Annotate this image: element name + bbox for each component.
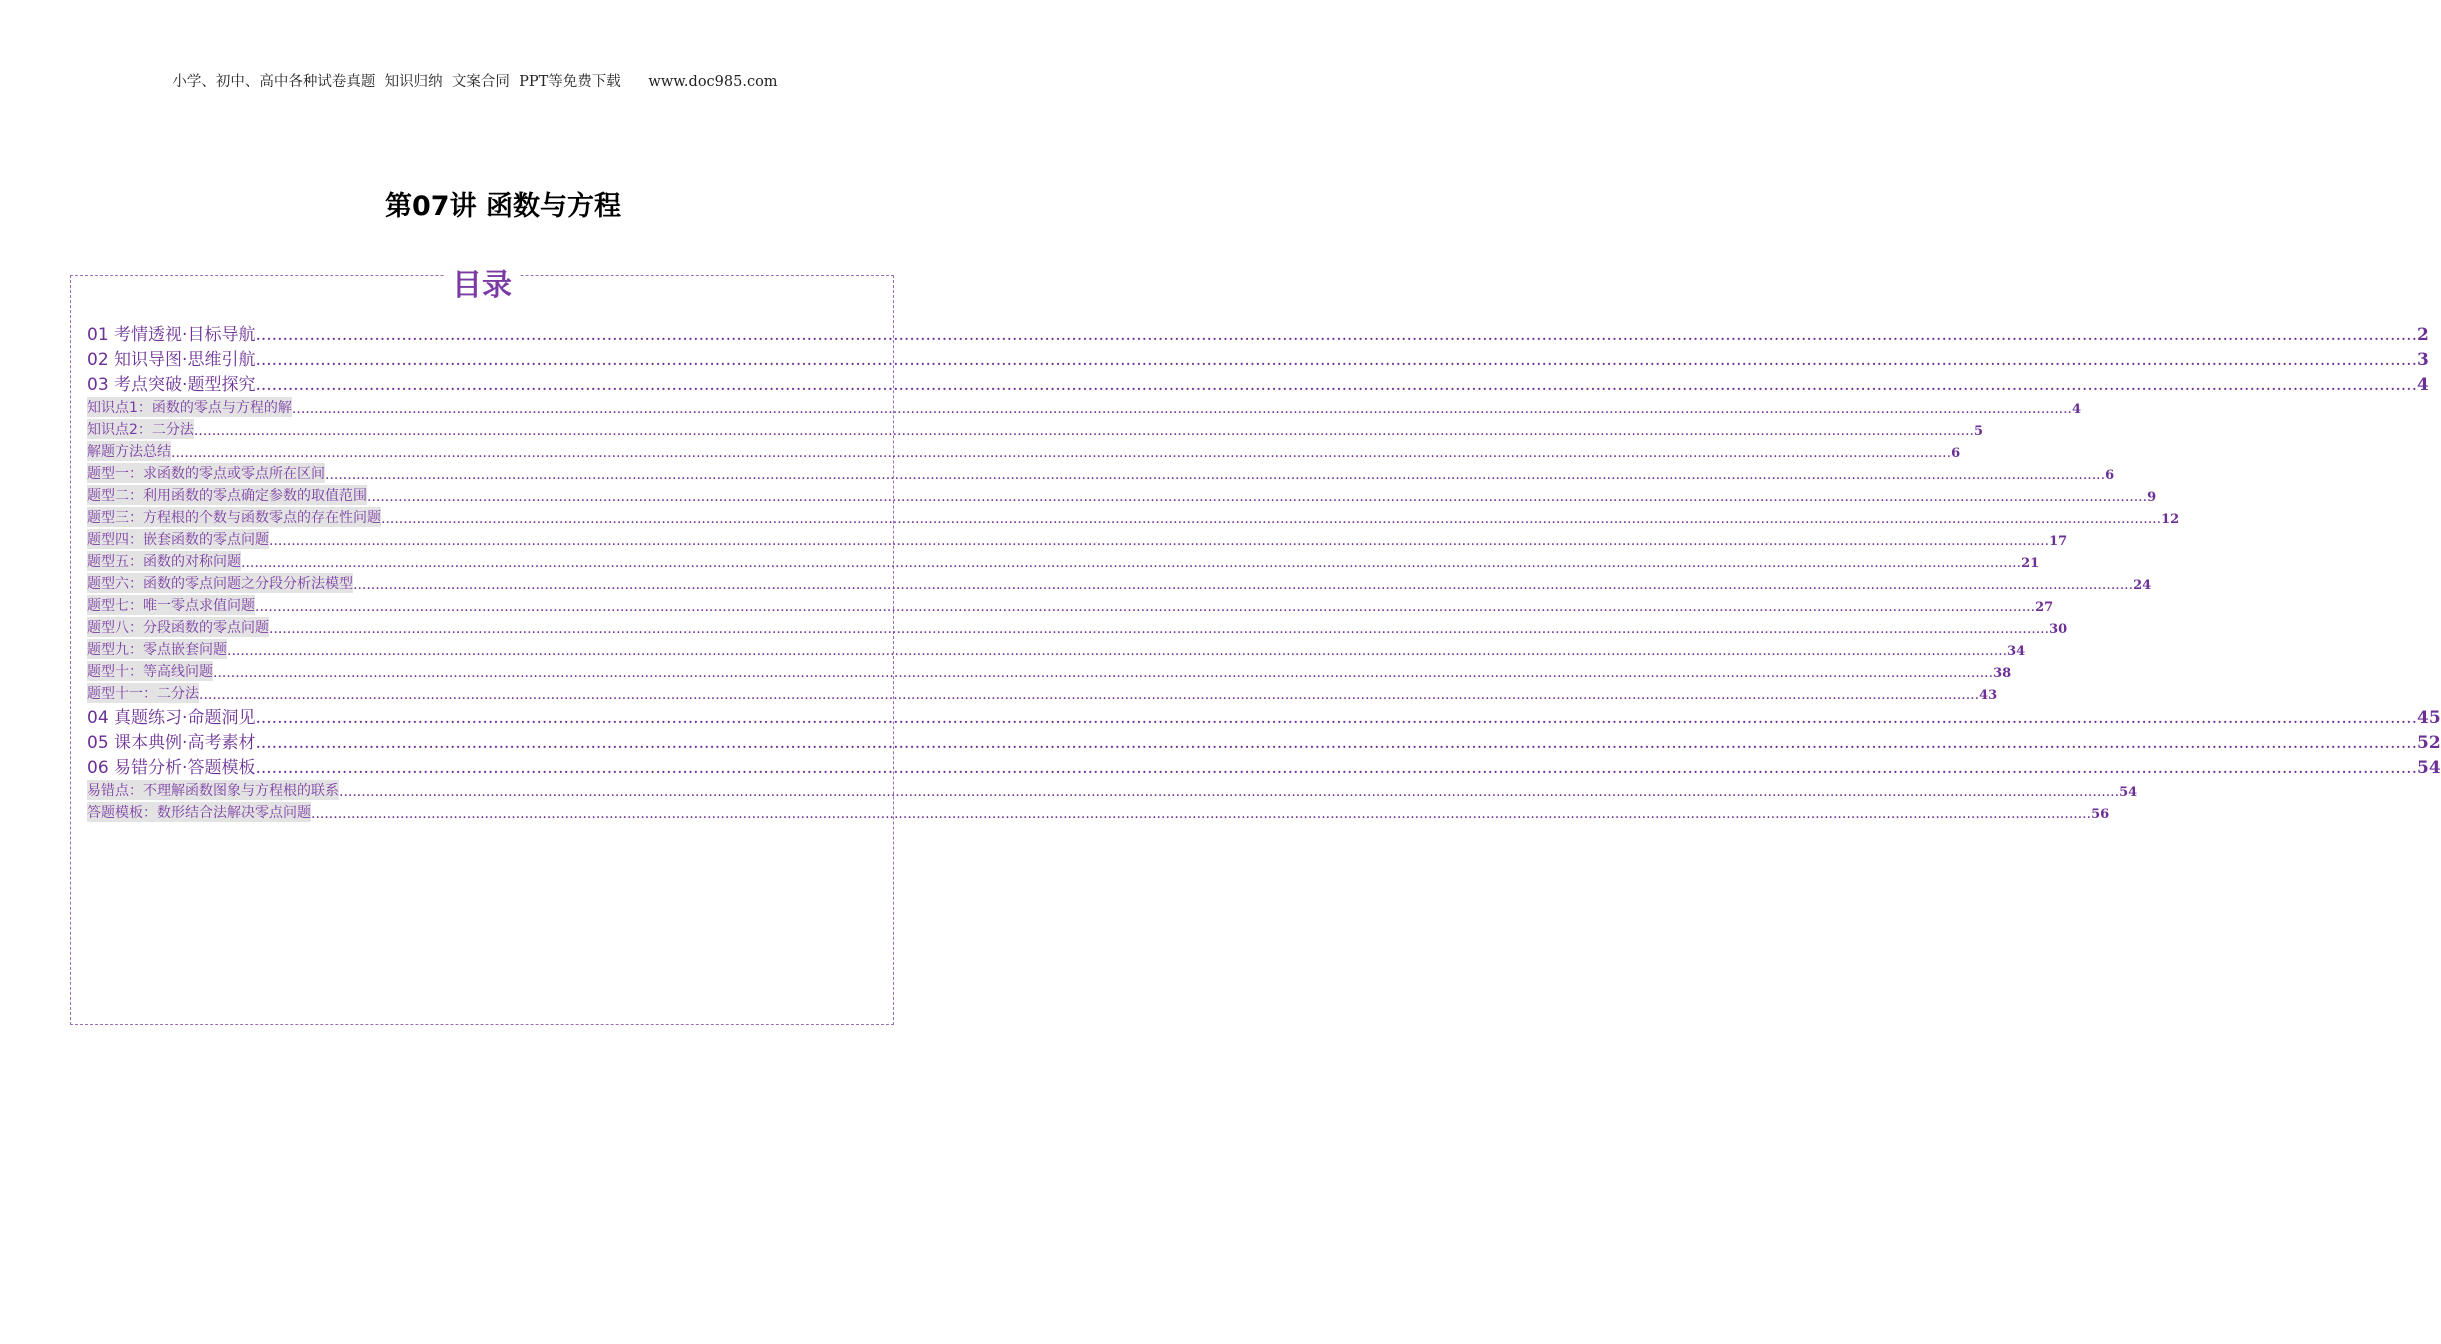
toc-entry-page: 38	[1993, 666, 2012, 681]
toc-entry-label: 03 考点突破·题型探究	[87, 375, 256, 395]
toc-entry-page: 4	[2072, 402, 2082, 417]
toc-leader-dots: ................................................................................................................................................................................................................................................................................................................................................................................................................	[193, 423, 1974, 439]
toc-entry-page: 3	[2416, 350, 2429, 370]
toc-entry-page: 21	[2021, 556, 2040, 571]
toc-entry[interactable]	[87, 461, 2115, 483]
toc-entry-label: 02 知识导图·思维引航	[87, 350, 256, 370]
toc-entry-page: 52	[2416, 733, 2441, 753]
toc-leader-dots: ................................................................................................................................................................................................................................................................................................................................................................................................................	[227, 643, 2008, 659]
toc-entry-label: 知识点2：二分法	[87, 419, 194, 439]
toc-leader-dots: ................................................................................................................................................................................................................................................................................................................................................................................................................	[255, 758, 2417, 778]
toc-leader-dots: ................................................................................................................................................................................................................................................................................................................................................................................................................	[213, 665, 1994, 681]
toc-entry-label: 知识点1：函数的零点与方程的解	[87, 397, 292, 417]
toc-entry[interactable]	[87, 703, 2441, 728]
toc-leader-dots: ................................................................................................................................................................................................................................................................................................................................................................................................................	[353, 577, 2134, 593]
toc-entry-page: 54	[2416, 758, 2441, 778]
toc-entry-label: 04 真题练习·命题洞见	[87, 708, 256, 728]
toc-leader-dots: ................................................................................................................................................................................................................................................................................................................................................................................................................	[269, 533, 2050, 549]
toc-leader-dots: ................................................................................................................................................................................................................................................................................................................................................................................................................	[255, 350, 2417, 370]
toc-entry-label: 题型十一：二分法	[87, 683, 199, 703]
toc-entry-page: 5	[1974, 424, 1984, 439]
toc-entry-page: 4	[2416, 375, 2429, 395]
toc-list	[87, 320, 2441, 822]
toc-entry-page: 12	[2161, 512, 2180, 527]
document-title: 第07讲 函数与方程	[385, 191, 621, 222]
toc-leader-dots: ................................................................................................................................................................................................................................................................................................................................................................................................................	[269, 621, 2050, 637]
toc-entry-page: 45	[2416, 708, 2441, 728]
toc-leader-dots: ................................................................................................................................................................................................................................................................................................................................................................................................................	[367, 489, 2148, 505]
toc-entry-page: 56	[2091, 807, 2110, 822]
toc-leader-dots: ................................................................................................................................................................................................................................................................................................................................................................................................................	[171, 445, 1952, 461]
toc-entry[interactable]	[87, 571, 2152, 593]
toc-leader-dots: ................................................................................................................................................................................................................................................................................................................................................................................................................	[381, 511, 2162, 527]
toc-entry-page: 43	[1979, 688, 1998, 703]
toc-leader-dots: ................................................................................................................................................................................................................................................................................................................................................................................................................	[255, 733, 2417, 753]
toc-leader-dots: ................................................................................................................................................................................................................................................................................................................................................................................................................	[325, 467, 2106, 483]
toc-leader-dots: ................................................................................................................................................................................................................................................................................................................................................................................................................	[255, 599, 2036, 615]
toc-entry[interactable]	[87, 505, 2180, 527]
toc-entry[interactable]	[87, 370, 2429, 395]
toc-entry-page: 17	[2049, 534, 2068, 549]
toc-leader-dots: ................................................................................................................................................................................................................................................................................................................................................................................................................	[255, 375, 2417, 395]
page-header: 小学、初中、高中各种试卷真题 知识归纳 文案合同 PPT等免费下载 www.doc985.com	[172, 74, 778, 90]
toc-entry-label: 题型十：等高线问题	[87, 661, 213, 681]
toc-entry-label: 题型九：零点嵌套问题	[87, 639, 227, 659]
toc-leader-dots: ................................................................................................................................................................................................................................................................................................................................................................................................................	[339, 784, 2120, 800]
toc-entry[interactable]	[87, 681, 1998, 703]
toc-entry-page: 6	[2105, 468, 2115, 483]
toc-leader-dots: ................................................................................................................................................................................................................................................................................................................................................................................................................	[255, 325, 2417, 345]
toc-leader-dots: ................................................................................................................................................................................................................................................................................................................................................................................................................	[241, 555, 2022, 571]
toc-entry-label: 题型六：函数的零点问题之分段分析法模型	[87, 573, 353, 593]
toc-entry[interactable]	[87, 593, 2054, 615]
toc-entry[interactable]	[87, 728, 2441, 753]
toc-entry[interactable]	[87, 615, 2068, 637]
toc-entry-label: 易错点：不理解函数图象与方程根的联系	[87, 780, 339, 800]
toc-entry[interactable]	[87, 800, 2110, 822]
toc-leader-dots: ................................................................................................................................................................................................................................................................................................................................................................................................................	[311, 806, 2092, 822]
toc-entry[interactable]	[87, 549, 2040, 571]
toc-entry[interactable]	[87, 483, 2157, 505]
toc-entry-page: 54	[2119, 785, 2138, 800]
toc-entry-label: 题型四：嵌套函数的零点问题	[87, 529, 269, 549]
toc-entry-page: 24	[2133, 578, 2152, 593]
toc-entry[interactable]	[87, 659, 2012, 681]
toc-entry-label: 题型二：利用函数的零点确定参数的取值范围	[87, 485, 367, 505]
toc-entry-label: 题型一：求函数的零点或零点所在区间	[87, 463, 325, 483]
toc-entry[interactable]	[87, 527, 2068, 549]
toc-entry[interactable]	[87, 395, 2082, 417]
toc-entry-page: 6	[1951, 446, 1961, 461]
toc-entry-label: 05 课本典例·高考素材	[87, 733, 256, 753]
toc-entry[interactable]	[87, 637, 2026, 659]
toc-entry-page: 2	[2416, 325, 2429, 345]
toc-entry[interactable]	[87, 320, 2429, 345]
toc-entry-label: 题型五：函数的对称问题	[87, 551, 241, 571]
toc-entry[interactable]	[87, 753, 2441, 778]
toc-entry-label: 答题模板：数形结合法解决零点问题	[87, 802, 311, 822]
toc-entry-label: 解题方法总结	[87, 441, 171, 461]
toc-entry[interactable]	[87, 417, 1984, 439]
toc-leader-dots: ................................................................................................................................................................................................................................................................................................................................................................................................................	[255, 708, 2417, 728]
toc-entry-page: 9	[2147, 490, 2157, 505]
toc-entry[interactable]	[87, 345, 2429, 370]
toc-entry-label: 题型八：分段函数的零点问题	[87, 617, 269, 637]
toc-entry-label: 01 考情透视·目标导航	[87, 325, 256, 345]
toc-entry-label: 题型三：方程根的个数与函数零点的存在性问题	[87, 507, 381, 527]
toc-heading: 目录	[71, 260, 893, 304]
toc-entry[interactable]	[87, 778, 2138, 800]
toc-entry-page: 27	[2035, 600, 2054, 615]
toc-leader-dots: ................................................................................................................................................................................................................................................................................................................................................................................................................	[291, 401, 2072, 417]
toc-entry-label: 题型七：唯一零点求值问题	[87, 595, 255, 615]
toc-entry-label: 06 易错分析·答题模板	[87, 758, 256, 778]
toc-leader-dots: ................................................................................................................................................................................................................................................................................................................................................................................................................	[199, 687, 1980, 703]
toc-entry-page: 34	[2007, 644, 2026, 659]
toc-entry-page: 30	[2049, 622, 2068, 637]
toc-entry[interactable]	[87, 439, 1961, 461]
toc-box	[70, 268, 2441, 1025]
